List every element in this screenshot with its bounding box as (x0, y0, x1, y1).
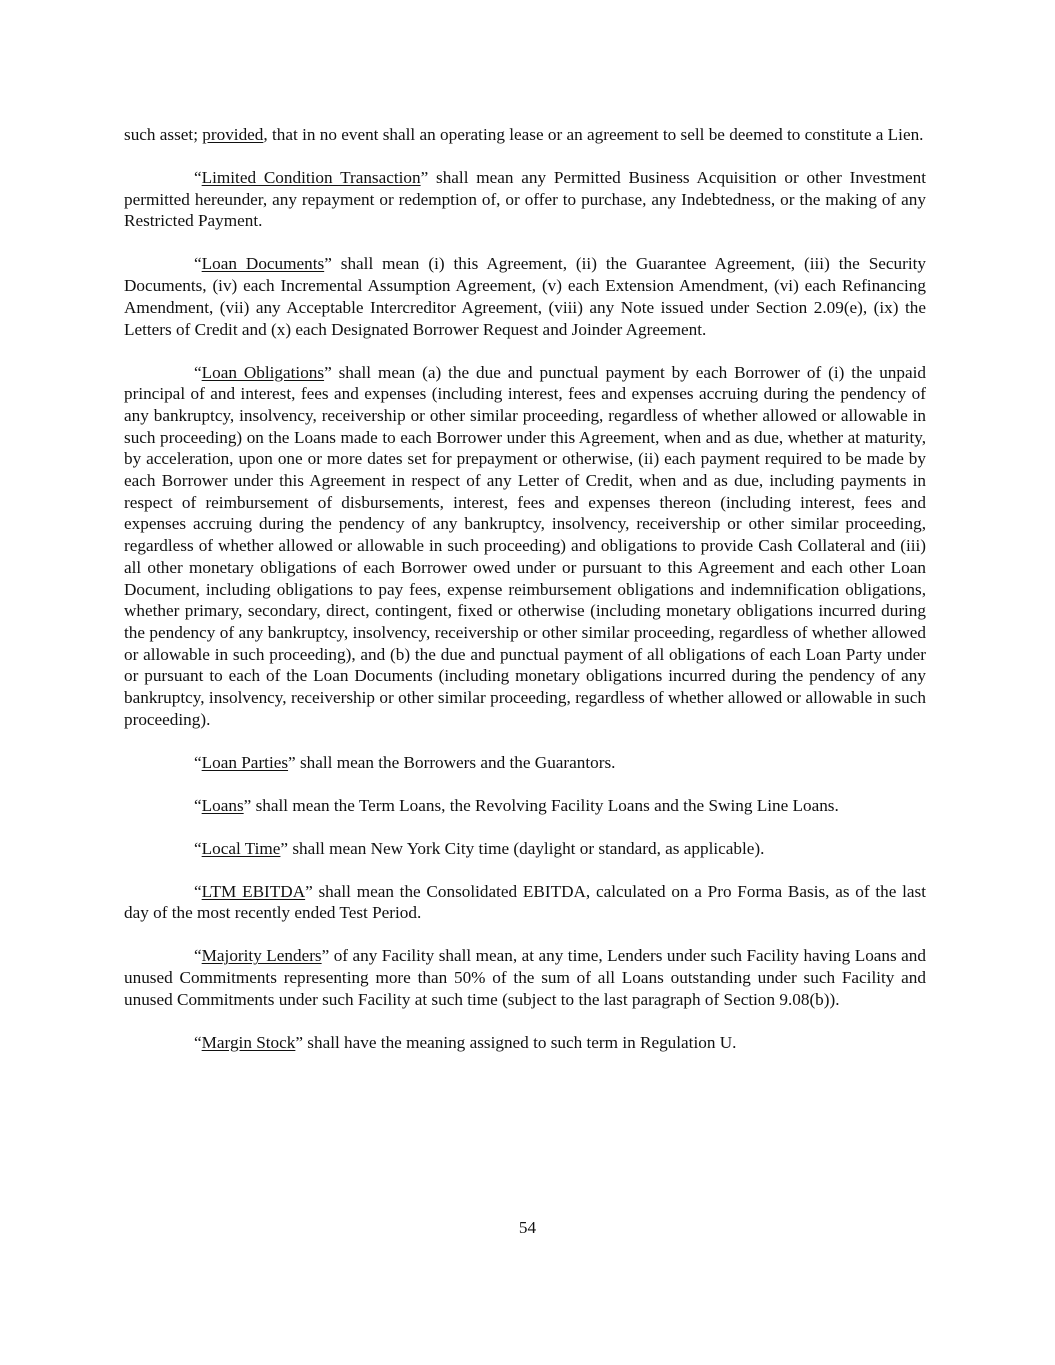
definition-text: ” shall mean New York City time (daylight or standard, as applicable). (280, 838, 765, 858)
defined-term: Local Time (201, 838, 281, 858)
defined-term: Loan Obligations (201, 362, 325, 382)
definition-text: ” shall mean the Term Loans, the Revolving Facility Loans and the Swing Line Loans. (243, 795, 839, 815)
definition-limited-condition-transaction (124, 167, 926, 232)
open-quote: “ (194, 254, 202, 274)
definition-text: ” shall mean (a) the due and punctual payment by each Borrower of (i) the unpaid principal of and interest, fees and expenses (including interest, fees and expenses accruing during the pendency of any bankruptcy, insolvency, receivership or other similar proceeding, regardless of whether allowed or allowable in such proceeding) on the Loans made to each Borrower under this Agreement, when and as due, whether at maturity, by acceleration, upon one or more dates set for prepayment or otherwise, (ii) each payment required to be made by each Borrower under this Agreement in respect of any Letter of Credit, when and as due, including payments in respect of reimbursement of disbursements, interest, fees and expenses thereon (including interest, fees and expenses accruing during the pendency of any bankruptcy, insolvency, receivership or other similar proceeding, regardless of whether allowed or allowable in such proceeding) and obligations to provide Cash Collateral and (iii) all other monetary obligations of each Borrower owed under or pursuant to this Agreement and each other Loan Document, including obligations to pay fees, expense reimbursement obligations and indemnification obligations, whether primary, secondary, direct, contingent, fixed or otherwise (including monetary obligations incurred during the pendency of any bankruptcy, insolvency, receivership or other similar proceeding, regardless of whether allowed or allowable in such proceeding), and (b) the due and punctual payment of all obligations of each Loan Party under or pursuant to each of the Loan Documents (including monetary obligations incurred during the pendency of any bankruptcy, insolvency, receivership or other similar proceeding, regardless of whether allowed or allowable in such proceeding). (124, 362, 926, 729)
defined-term: Margin Stock (201, 1032, 296, 1052)
definition-text: ” shall mean the Borrowers and the Guarantors. (288, 752, 616, 772)
definition-loans (124, 795, 926, 817)
document-page (124, 124, 926, 1075)
paragraph-text: such asset; (124, 125, 203, 144)
definition-loan-obligations (124, 362, 926, 731)
definition-loan-parties (124, 752, 926, 774)
definition-text: ” shall mean any Permitted Business Acquisition or other Investment permitted hereunder, any repayment or redemption of, or offer to purchase, any Indebtedness, or the making of any Restricted Payment. (124, 168, 927, 231)
open-quote: “ (194, 752, 202, 772)
defined-term: Limited Condition Transaction (201, 168, 421, 187)
definition-text: ” shall mean (i) this Agreement, (ii) the Guarantee Agreement, (iii) the Security Documents, (iv) each Incremental Assumption Agreement, (v) each Extension Amendment, (vi) each Refinancing Amendment, (vii) any Acceptable Intercreditor Agreement, (viii) any Note issued under Section 2.09(e), (ix) the Letters of Credit and (x) each Designated Borrower Request and Joinder Agreement. (124, 254, 926, 339)
definition-loan-documents (124, 253, 926, 340)
definition-text: ” of any Facility shall mean, at any time, Lenders under such Facility having Loans and unused Commitments representing more than 50% of the sum of all Loans outstanding under such Facility and unused Commitments under such Facility at such time (subject to the last paragraph of Section 9.08(b)). (124, 946, 926, 1009)
defined-term: Loan Documents (201, 254, 325, 274)
open-quote: “ (194, 881, 202, 901)
defined-term-provided: provided (202, 125, 264, 144)
defined-term: Majority Lenders (201, 946, 322, 966)
open-quote: “ (194, 168, 202, 187)
open-quote: “ (194, 1032, 202, 1052)
definition-text: ” shall have the meaning assigned to such term in Regulation U. (295, 1032, 737, 1052)
open-quote: “ (194, 838, 202, 858)
definition-local-time (124, 838, 926, 860)
defined-term: LTM EBITDA (201, 881, 306, 901)
paragraph-text: , that in no event shall an operating lease or an agreement to sell be deemed to constitute a Lien. (263, 125, 924, 144)
defined-term: Loans (201, 795, 244, 815)
open-quote: “ (194, 795, 202, 815)
defined-term: Loan Parties (201, 752, 289, 772)
definition-majority-lenders (124, 945, 926, 1010)
page-number: 54 (518, 1218, 537, 1237)
definition-ltm-ebitda (124, 881, 926, 924)
open-quote: “ (194, 946, 202, 966)
definition-margin-stock (124, 1032, 926, 1054)
open-quote: “ (194, 362, 202, 382)
paragraph-lien-continuation (124, 124, 926, 146)
definition-text: ” shall mean the Consolidated EBITDA, calculated on a Pro Forma Basis, as of the last day of the most recently ended Test Period. (124, 881, 926, 923)
